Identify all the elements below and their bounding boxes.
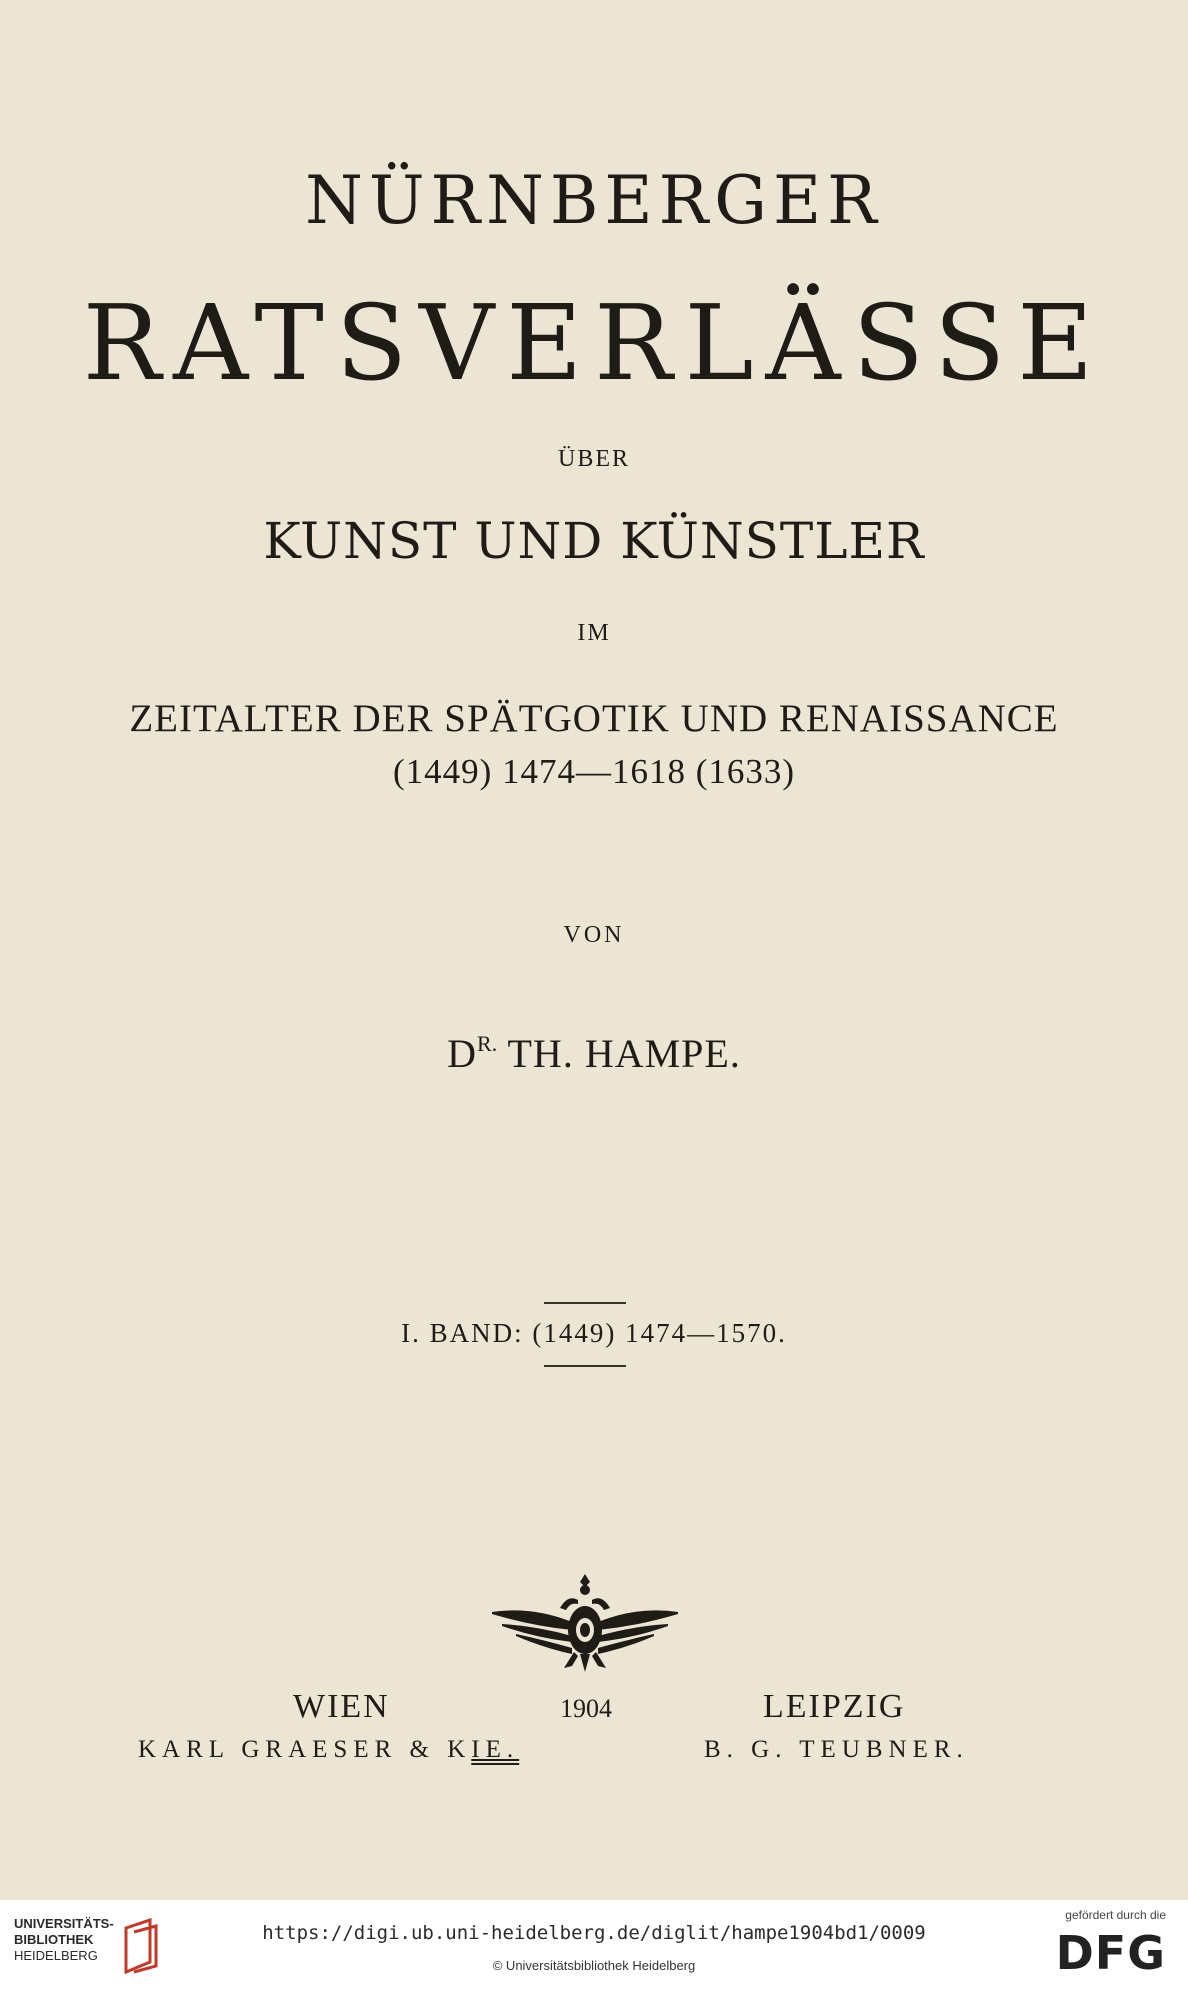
title-line-im: IM [577, 620, 611, 646]
library-name-line3: HEIDELBERG [14, 1948, 98, 1963]
permalink-url[interactable]: https://digi.ub.uni-heidelberg.de/diglit/hampe1904bd1/0009 [262, 1922, 926, 1944]
imprint-left-publisher [138, 1736, 519, 1764]
author-von: VON [563, 922, 625, 948]
imprint-year: 1904 [560, 1694, 612, 1723]
title-line-ueber: ÜBER [557, 446, 630, 472]
divider-rule-bottom [544, 1365, 626, 1367]
imprint-right-city: LEIPZIG [763, 1688, 906, 1725]
library-name-line2: BIBLIOTHEK [14, 1932, 94, 1947]
divider-rule-top [544, 1302, 626, 1304]
imprint-left-publisher-name: KARL GRAESER & K [138, 1736, 472, 1763]
double-headed-eagle-icon [490, 1568, 680, 1680]
funding-note: gefördert durch die [1065, 1908, 1166, 1922]
copyright-notice: © Universitätsbibliothek Heidelberg [492, 1958, 696, 1973]
title-line-nuernberger: NÜRNBERGER [305, 162, 883, 239]
imprint-right-publisher: B. G. TEUBNER. [704, 1736, 969, 1763]
title-line-kunst-und-kuenstler: KUNST UND KÜNSTLER [263, 512, 925, 570]
title-line-date-range: (1449) 1474—1618 (1633) [392, 752, 796, 791]
title-line-ratsverlaesse: RATSVERLÄSSE [82, 282, 1106, 404]
dfg-logo-icon: DFG [1055, 1926, 1166, 1980]
imprint-left-city: WIEN [293, 1688, 390, 1725]
author-name: TH. HAMPE. [507, 1031, 741, 1076]
imprint-left-publisher-suffix: IE. [471, 1736, 520, 1763]
author-prefix: D [447, 1031, 478, 1076]
author-prefix-superscript: R. [477, 1031, 498, 1056]
viewer-footer [0, 1900, 1188, 1990]
library-name-line1: UNIVERSITÄTS- [14, 1916, 114, 1931]
author-name-line [0, 1030, 1188, 1077]
volume-line: I. BAND: (1449) 1474—1570. [401, 1318, 787, 1348]
title-line-zeitalter: ZEITALTER DER SPÄTGOTIK UND RENAISSANCE [129, 697, 1059, 740]
